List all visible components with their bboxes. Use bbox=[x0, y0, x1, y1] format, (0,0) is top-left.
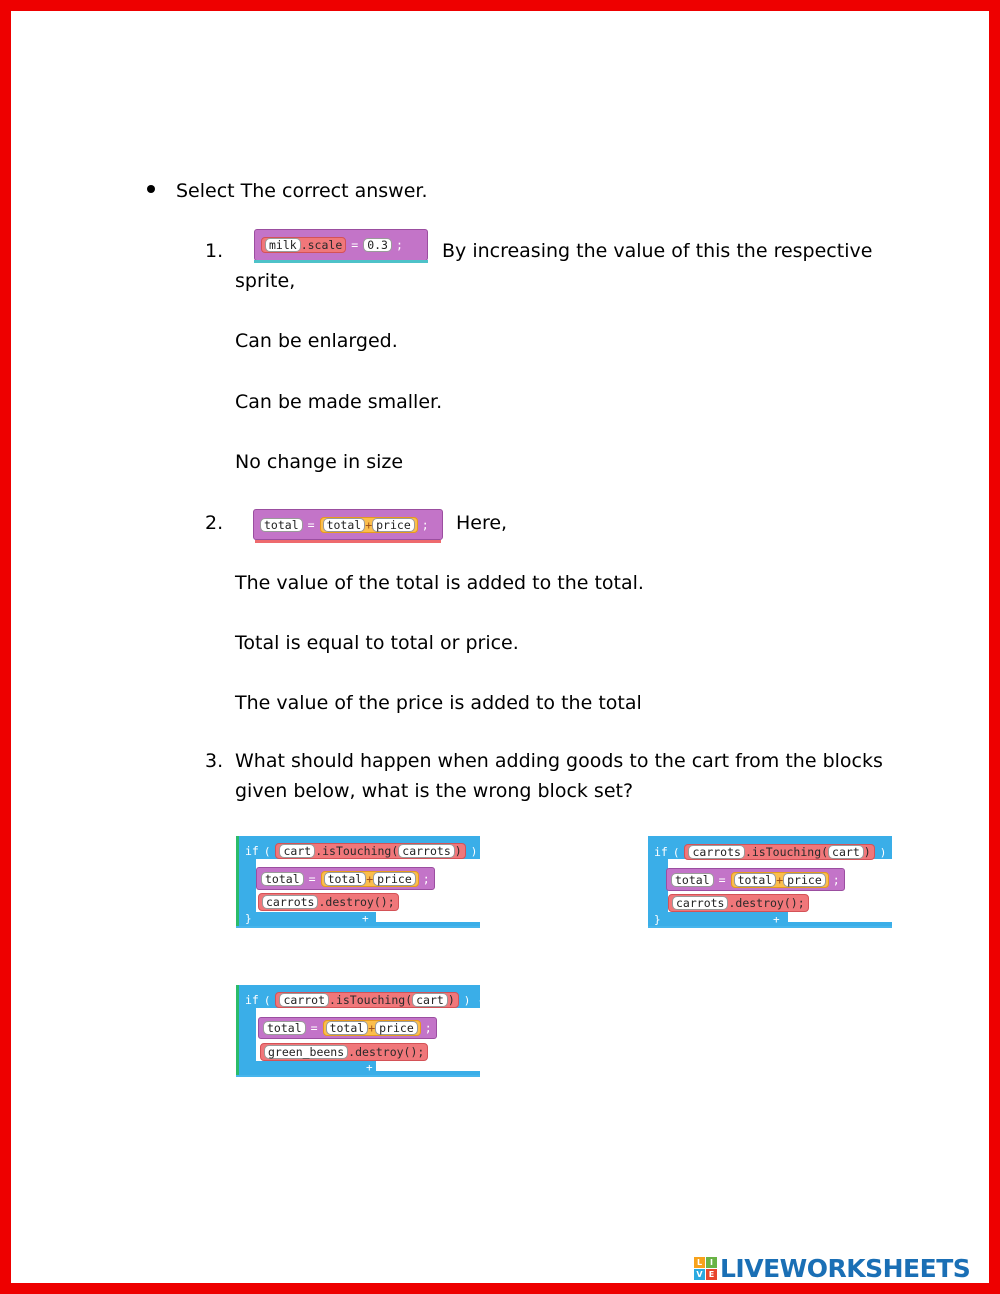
set-b-arg: cart bbox=[828, 845, 864, 859]
q2-plus: + bbox=[365, 517, 373, 532]
set-a-close-paren: ) bbox=[454, 844, 462, 858]
set-a-arg: carrots bbox=[398, 844, 454, 858]
q2-block-underline bbox=[255, 540, 441, 543]
set-b-line2 bbox=[666, 868, 845, 891]
set-c-paren-open: ( bbox=[263, 993, 271, 1007]
set-c-add-icon: + bbox=[366, 1061, 373, 1074]
set-b-add-icon: + bbox=[773, 913, 780, 926]
set-a-brace-open: { bbox=[485, 844, 492, 858]
set-a-semicolon: ; bbox=[422, 871, 430, 886]
q1-prompt-cont: sprite, bbox=[235, 270, 296, 292]
set-b-close-paren: ) bbox=[863, 845, 871, 859]
set-c-if-keyword: if bbox=[245, 993, 259, 1007]
q2-prompt: Here, bbox=[456, 512, 508, 534]
q1-prop-scale: .scale bbox=[300, 238, 343, 252]
logo-cell-v: V bbox=[694, 1269, 705, 1280]
q2-sum-block bbox=[320, 517, 418, 533]
set-c-equals: = bbox=[310, 1021, 318, 1035]
set-b-condition bbox=[684, 844, 874, 860]
instruction: Select The correct answer. bbox=[176, 180, 428, 202]
set-a-add-icon: + bbox=[362, 912, 369, 925]
q1-number: 1. bbox=[205, 240, 224, 262]
q1-value: 0.3 bbox=[363, 238, 392, 252]
logo-text: LIVEWORKSHEETS bbox=[720, 1254, 971, 1283]
set-b-obj: carrots bbox=[688, 845, 744, 859]
q2-option-c[interactable]: The value of the price is added to the total bbox=[235, 692, 642, 714]
set-b-plus: + bbox=[776, 872, 784, 887]
set-c-obj: carrot bbox=[279, 993, 329, 1007]
set-b-sum-a: total bbox=[734, 873, 777, 887]
set-b-paren-open: ( bbox=[672, 845, 680, 859]
logo-cell-i: I bbox=[706, 1257, 717, 1268]
set-b-method: .isTouching( bbox=[744, 845, 829, 859]
set-a-equals: = bbox=[308, 871, 316, 886]
set-b-line3-obj: carrots bbox=[672, 896, 728, 910]
q2-var-total: total bbox=[260, 518, 303, 532]
set-a-paren-open: ( bbox=[263, 844, 271, 858]
set-b-sum-b: price bbox=[783, 873, 826, 887]
set-a-sum-a: total bbox=[324, 872, 367, 886]
set-c-method: .isTouching( bbox=[329, 993, 413, 1007]
q1-equals: = bbox=[351, 238, 359, 252]
q2-sum-price: price bbox=[372, 518, 415, 532]
logo-icon bbox=[694, 1257, 717, 1280]
q2-option-a[interactable]: The value of the total is added to the total. bbox=[235, 572, 644, 594]
q3-prompt: What should happen when adding goods to the cart from the blocks bbox=[235, 750, 883, 772]
set-c-line3 bbox=[260, 1043, 428, 1061]
q1-prompt: By increasing the value of this the respective bbox=[442, 240, 873, 262]
set-c-condition bbox=[275, 992, 458, 1008]
set-a-method: .isTouching( bbox=[315, 844, 399, 858]
q2-number: 2. bbox=[205, 512, 224, 534]
set-c-brace-open: { bbox=[478, 993, 486, 1007]
set-b-paren-close: ) bbox=[879, 845, 887, 859]
q1-block-underline bbox=[254, 260, 428, 263]
set-c-line2 bbox=[258, 1017, 437, 1039]
set-b-equals: = bbox=[718, 872, 726, 887]
q1-var-milk: milk bbox=[265, 238, 301, 252]
q2-code-block bbox=[253, 509, 443, 540]
block-set-b[interactable] bbox=[648, 836, 899, 928]
set-c-close-paren: ) bbox=[447, 993, 455, 1007]
set-b-brace-close: } bbox=[654, 913, 661, 926]
set-a-line2 bbox=[256, 867, 435, 890]
set-a-sum bbox=[321, 871, 419, 887]
q1-option-a[interactable]: Can be enlarged. bbox=[235, 330, 398, 352]
set-a-line3-method: .destroy(); bbox=[318, 895, 395, 909]
bullet-icon bbox=[147, 185, 155, 193]
set-c-arg: cart bbox=[412, 993, 448, 1007]
set-b-semicolon: ; bbox=[832, 872, 840, 887]
q1-option-c[interactable]: No change in size bbox=[235, 451, 404, 473]
set-b-brace-open: { bbox=[892, 845, 899, 859]
q1-option-b[interactable]: Can be made smaller. bbox=[235, 391, 443, 413]
set-b-line3 bbox=[668, 894, 809, 912]
q1-code-block bbox=[254, 229, 428, 261]
set-c-line2-left: total bbox=[263, 1021, 306, 1035]
set-c-sum-a: total bbox=[326, 1021, 369, 1035]
set-c-paren-close: ) bbox=[463, 993, 471, 1007]
block-set-c[interactable] bbox=[236, 985, 486, 1077]
q2-equals: = bbox=[307, 517, 315, 532]
set-b-line2-left: total bbox=[671, 873, 714, 887]
set-a-obj: cart bbox=[279, 844, 315, 858]
set-a-paren-close: ) bbox=[470, 844, 478, 858]
logo-cell-e: E bbox=[706, 1269, 717, 1280]
set-a-condition bbox=[275, 843, 465, 859]
set-b-line3-method: .destroy(); bbox=[728, 896, 805, 910]
q3-number: 3. bbox=[205, 750, 224, 772]
q3-prompt-cont: given below, what is the wrong block set? bbox=[235, 780, 634, 802]
set-a-if-keyword: if bbox=[245, 844, 259, 858]
set-c-sum-b: price bbox=[375, 1021, 418, 1035]
set-c-line3-obj: green_beens bbox=[264, 1045, 348, 1059]
set-a-brace-close: } bbox=[245, 912, 252, 925]
set-c-plus: + bbox=[368, 1021, 376, 1035]
set-a-line2-left: total bbox=[261, 872, 304, 886]
set-a-sum-b: price bbox=[373, 872, 416, 886]
set-b-if-keyword: if bbox=[654, 845, 668, 859]
q1-semicolon: ; bbox=[395, 238, 403, 252]
set-c-line3-method: .destroy(); bbox=[348, 1045, 425, 1059]
set-b-sum bbox=[731, 872, 829, 888]
q2-option-b[interactable]: Total is equal to total or price. bbox=[235, 632, 519, 654]
set-a-plus: + bbox=[366, 871, 374, 886]
q2-sum-total: total bbox=[323, 518, 366, 532]
set-a-line3 bbox=[258, 893, 399, 911]
q2-semicolon: ; bbox=[421, 517, 429, 532]
liveworksheets-logo[interactable] bbox=[694, 1254, 970, 1283]
set-a-line3-obj: carrots bbox=[262, 895, 318, 909]
set-c-sum bbox=[323, 1020, 421, 1036]
logo-cell-l: L bbox=[694, 1257, 705, 1268]
q1-red-block bbox=[261, 237, 346, 253]
block-set-a[interactable] bbox=[236, 836, 492, 928]
set-c-semicolon: ; bbox=[424, 1021, 432, 1035]
